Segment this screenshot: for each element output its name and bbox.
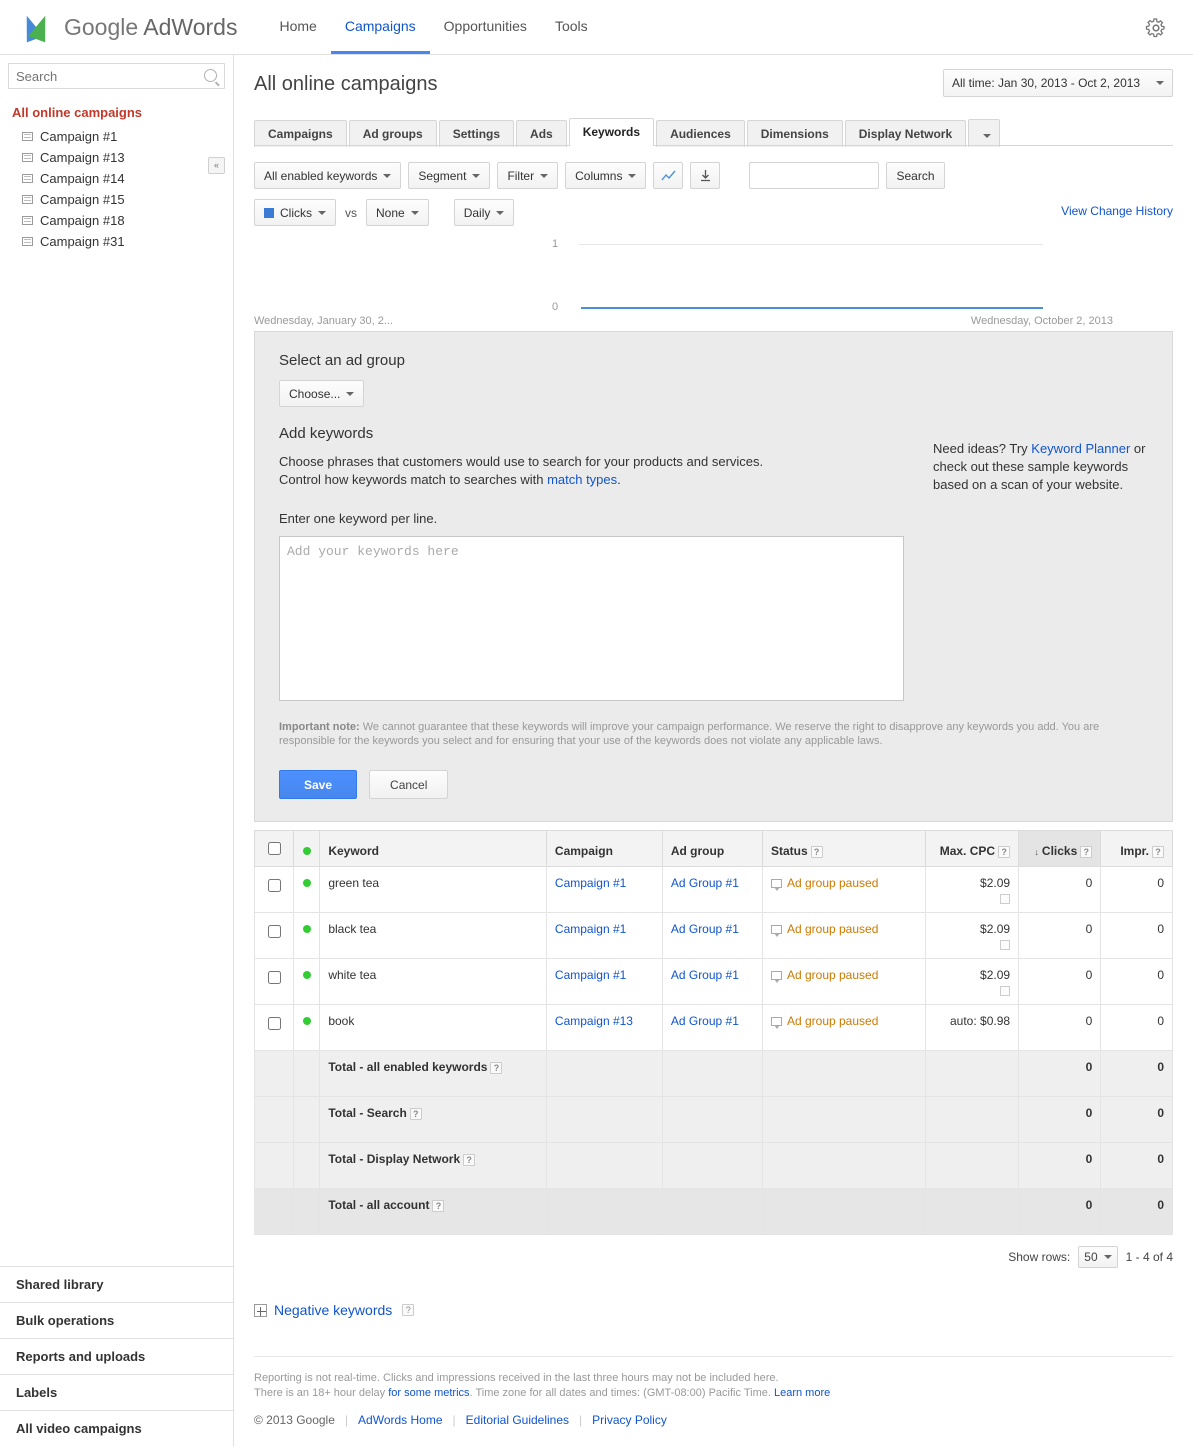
- sidebar-spacer: [0, 252, 233, 1266]
- view-change-history-link[interactable]: View Change History: [1061, 204, 1173, 218]
- sidebar-item-bulk-operations[interactable]: Bulk operations: [0, 1303, 233, 1339]
- chevron-down-icon: [318, 211, 326, 215]
- pagination-bar: [254, 1246, 1173, 1268]
- negative-keywords-section[interactable]: [254, 1302, 1173, 1318]
- max-cpc-value-wrap: [934, 922, 1010, 936]
- top-bar: [0, 0, 1193, 55]
- important-note: [279, 720, 1107, 748]
- total-spacer-cell: [255, 1097, 294, 1143]
- total-label-cell: [320, 1051, 547, 1097]
- chevron-down-icon: [1156, 81, 1164, 85]
- tree-item-campaign-13[interactable]: [0, 147, 233, 168]
- ad-group-link[interactable]: Ad Group #1: [670, 876, 739, 890]
- chevron-down-icon: [496, 211, 504, 215]
- cancel-button[interactable]: Cancel: [369, 770, 448, 799]
- total-impressions: 0: [1101, 1143, 1173, 1189]
- segment-label: Segment: [418, 168, 467, 183]
- total-row: [255, 1097, 1173, 1143]
- keywords-toolbar: [254, 162, 1173, 189]
- choose-ad-group-button[interactable]: [279, 380, 364, 407]
- sidebar-item-all-video-campaigns[interactable]: All video campaigns: [16, 1421, 142, 1436]
- speech-bubble-icon: [771, 925, 782, 934]
- help-icon[interactable]: ?: [463, 1154, 475, 1166]
- table-header-row: [255, 831, 1173, 867]
- speech-bubble-icon: [771, 1017, 782, 1026]
- cell-clicks: 0: [1019, 959, 1101, 1005]
- keyword-ideas-note: [933, 440, 1148, 494]
- total-empty-cell: [546, 1189, 662, 1235]
- status-dot-icon: [303, 971, 311, 979]
- row-select-cell: [255, 1005, 294, 1051]
- column-status-label: Status: [770, 844, 808, 858]
- tree-item-label: Campaign #18: [40, 213, 125, 228]
- keyword-planner-link[interactable]: Keyword Planner: [1031, 441, 1131, 456]
- table-body: [255, 867, 1173, 1235]
- chart-metric-controls: [254, 199, 1173, 226]
- cell-campaign: [546, 913, 662, 959]
- search-input[interactable]: [8, 63, 225, 89]
- tree-item-label: Campaign #13: [40, 150, 125, 165]
- chevron-down-icon: [383, 174, 391, 178]
- search-button[interactable]: Search: [886, 162, 944, 189]
- panel-actions: [279, 770, 1148, 799]
- campaign-link[interactable]: Campaign #1: [554, 876, 627, 890]
- tab-keywords[interactable]: Keywords: [569, 118, 654, 146]
- chevron-down-icon: [411, 211, 419, 215]
- total-empty-cell: [546, 1051, 662, 1097]
- ad-group-link[interactable]: Ad Group #1: [670, 968, 739, 982]
- description-line-2-post: .: [617, 472, 621, 487]
- keyword-filter-label: All enabled keywords: [264, 168, 378, 183]
- column-ad-group[interactable]: Ad group: [662, 831, 762, 867]
- column-max-cpc-label: Max. CPC: [939, 844, 996, 858]
- page-body: [0, 55, 1193, 1446]
- tree-item-campaign-31[interactable]: [0, 231, 233, 252]
- total-spacer-cell: [255, 1189, 294, 1235]
- page-header: [254, 55, 1173, 96]
- tree-item-campaign-15[interactable]: [0, 189, 233, 210]
- sidebar-links: [0, 1266, 233, 1446]
- tab-ad-groups[interactable]: Ad groups: [349, 120, 437, 147]
- footer-links: [254, 1413, 1173, 1427]
- footer-link-privacy-policy[interactable]: Privacy Policy: [592, 1413, 667, 1427]
- expand-icon[interactable]: [254, 1304, 267, 1317]
- columns-label: Columns: [575, 168, 623, 183]
- total-label-cell: [320, 1189, 547, 1235]
- ad-group-link[interactable]: Ad Group #1: [670, 1014, 739, 1028]
- date-range-label: All time: Jan 30, 2013 - Oct 2, 2013: [952, 76, 1141, 90]
- divider: |: [452, 1413, 456, 1427]
- cell-keyword: white tea: [320, 959, 547, 1005]
- vs-label: vs: [345, 205, 357, 220]
- total-row: [255, 1051, 1173, 1097]
- line-chart-icon[interactable]: [653, 162, 683, 189]
- column-clicks-label: Clicks: [1041, 844, 1078, 858]
- campaign-icon: [22, 174, 33, 183]
- cell-keyword: green tea: [320, 867, 547, 913]
- cell-ad-group: [662, 1005, 762, 1051]
- help-icon[interactable]: ?: [402, 1304, 414, 1316]
- total-empty-cell: [762, 1189, 925, 1235]
- total-impressions: 0: [1101, 1097, 1173, 1143]
- tab-audiences[interactable]: Audiences: [656, 120, 745, 147]
- granularity-dropdown[interactable]: [454, 199, 515, 226]
- select-all-header: [255, 831, 294, 867]
- row-status-dot-cell: [293, 959, 319, 1005]
- divider: |: [344, 1413, 349, 1427]
- tree-item-label: Campaign #31: [40, 234, 125, 249]
- primary-metric-label: Clicks: [280, 205, 312, 220]
- max-cpc-value-wrap: [934, 876, 1010, 890]
- column-clicks[interactable]: [1019, 831, 1101, 867]
- chart-ytick-1: 1: [552, 238, 559, 250]
- tree-item-label: Campaign #1: [40, 129, 118, 144]
- chevron-down-icon: [628, 174, 636, 178]
- total-empty-cell: [762, 1051, 925, 1097]
- sidebar-search: [0, 55, 233, 95]
- tree-item-campaign-1[interactable]: [0, 126, 233, 147]
- cell-max-cpc[interactable]: [926, 913, 1019, 959]
- enter-one-keyword-hint: Enter one keyword per line.: [279, 511, 438, 526]
- edit-icon[interactable]: [1000, 986, 1010, 996]
- total-empty-cell: [662, 1051, 762, 1097]
- grand-total-row: [255, 1189, 1173, 1235]
- campaign-link[interactable]: Campaign #13: [554, 1014, 633, 1028]
- table-row: [255, 959, 1173, 1005]
- total-spacer-cell: [255, 1143, 294, 1189]
- help-icon[interactable]: ?: [1080, 846, 1092, 858]
- show-rows-label: Show rows:: [1008, 1250, 1071, 1264]
- campaign-icon: [22, 237, 33, 246]
- max-cpc-value: auto: $0.98: [950, 1014, 1011, 1028]
- chart-series-clicks: [581, 307, 1043, 309]
- help-icon[interactable]: ?: [1152, 846, 1164, 858]
- date-range-selector[interactable]: [943, 69, 1173, 97]
- status-badge: Ad group paused: [786, 876, 879, 890]
- footer-note-line-2-pre: There is an 18+ hour delay: [254, 1387, 389, 1399]
- campaign-icon: [22, 153, 33, 162]
- total-empty-cell: [762, 1143, 925, 1189]
- campaign-icon: [22, 216, 33, 225]
- add-keywords-title: Add keywords: [279, 425, 374, 442]
- total-empty-cell: [926, 1143, 1019, 1189]
- total-spacer-cell: [255, 1051, 294, 1097]
- nav-item-campaigns[interactable]: Campaigns: [331, 0, 430, 54]
- row-checkbox[interactable]: [268, 879, 281, 892]
- tab-settings[interactable]: Settings: [439, 120, 514, 147]
- choose-ad-group-label: Choose...: [289, 386, 341, 401]
- total-empty-cell: [662, 1097, 762, 1143]
- important-note-text: We cannot guarantee that these keywords will improve your campaign performance. We reserve the right to disapprove any keywords you add. You are responsible for the keywords you select and for ensuring that your use of the keywords does not violate any applicable laws.: [279, 721, 1100, 747]
- footer-link-editorial-guidelines[interactable]: Editorial Guidelines: [465, 1413, 570, 1427]
- total-row: [255, 1143, 1173, 1189]
- download-icon[interactable]: [690, 162, 720, 189]
- column-status[interactable]: [762, 831, 925, 867]
- total-empty-cell: [662, 1143, 762, 1189]
- secondary-metric-label: None: [376, 205, 405, 220]
- max-cpc-value: $2.09: [980, 922, 1011, 936]
- select-ad-group-title: Select an ad group: [279, 352, 405, 369]
- tab-campaigns[interactable]: Campaigns: [254, 120, 347, 147]
- row-select-cell: [255, 959, 294, 1005]
- logo-text: [64, 14, 237, 41]
- cell-ad-group: [662, 867, 762, 913]
- metric-color-swatch: [264, 208, 274, 218]
- cell-status: [762, 867, 925, 913]
- some-metrics-link[interactable]: for some metrics: [388, 1387, 470, 1399]
- save-button[interactable]: Save: [279, 770, 357, 799]
- total-label: Total - all enabled keywords: [328, 1060, 488, 1074]
- chevron-down-icon: [472, 174, 480, 178]
- footer-link-adwords-home[interactable]: AdWords Home: [358, 1413, 443, 1427]
- row-checkbox[interactable]: [268, 1017, 281, 1030]
- row-status-dot-cell: [293, 867, 319, 913]
- search-icon: [204, 69, 217, 82]
- cell-campaign: [546, 959, 662, 1005]
- tree-item-all-online-campaigns[interactable]: All online campaigns: [12, 105, 143, 120]
- column-campaign[interactable]: Campaign: [546, 831, 662, 867]
- tree-item-campaign-18[interactable]: [0, 210, 233, 231]
- gear-icon[interactable]: [1145, 17, 1167, 39]
- important-note-label: Important note:: [279, 721, 360, 733]
- total-clicks: 0: [1019, 1189, 1101, 1235]
- cell-clicks: 0: [1019, 913, 1101, 959]
- total-label: Total - Display Network: [328, 1152, 461, 1166]
- total-spacer-cell: [293, 1097, 319, 1143]
- edit-icon[interactable]: [1000, 940, 1010, 950]
- chart-x-start-label: Wednesday, January 30, 2...: [254, 315, 394, 327]
- row-select-cell: [255, 867, 294, 913]
- table-head: [255, 831, 1173, 867]
- total-label-cell: [320, 1143, 547, 1189]
- filter-dropdown[interactable]: [497, 162, 558, 189]
- table-row: [255, 913, 1173, 959]
- max-cpc-value: $2.09: [980, 876, 1011, 890]
- keyword-filter-dropdown[interactable]: [254, 162, 401, 189]
- campaign-icon: [22, 132, 33, 141]
- cell-impressions: 0: [1101, 913, 1173, 959]
- learn-more-link[interactable]: Learn more: [773, 1387, 831, 1399]
- tab-underline: [254, 145, 1173, 146]
- cell-campaign: [546, 1005, 662, 1051]
- cell-max-cpc[interactable]: [926, 867, 1019, 913]
- campaign-link[interactable]: Campaign #1: [554, 968, 627, 982]
- total-empty-cell: [926, 1189, 1019, 1235]
- keywords-table: [254, 830, 1173, 1235]
- divider: |: [579, 1413, 583, 1427]
- total-empty-cell: [762, 1097, 925, 1143]
- ad-group-link[interactable]: Ad Group #1: [670, 922, 739, 936]
- tab-dimensions[interactable]: Dimensions: [747, 120, 843, 147]
- logo-google: Google: [64, 13, 139, 40]
- secondary-metric-dropdown[interactable]: [366, 199, 429, 226]
- sidebar: [0, 55, 234, 1446]
- help-icon[interactable]: ?: [490, 1062, 502, 1074]
- total-spacer-cell: [293, 1189, 319, 1235]
- logo-adwords: AdWords: [143, 13, 238, 40]
- total-empty-cell: [546, 1097, 662, 1143]
- cell-clicks: 0: [1019, 1005, 1101, 1051]
- sidebar-item-labels[interactable]: Labels: [0, 1375, 233, 1411]
- chevron-down-icon: [983, 134, 991, 138]
- logo[interactable]: [0, 12, 237, 42]
- global-nav: [265, 0, 601, 54]
- footer-note-line-2-post: . Time zone for all dates and times: (GMT-08:00) Pacific Time.: [469, 1387, 774, 1399]
- tab-bar: [254, 116, 1173, 146]
- main-content: [234, 55, 1193, 1446]
- tree-item-campaign-14[interactable]: [0, 168, 233, 189]
- chevron-down-icon: [540, 174, 548, 178]
- status-dot-icon: [303, 1017, 311, 1025]
- column-keyword[interactable]: Keyword: [320, 831, 547, 867]
- nav-item-opportunities[interactable]: Opportunities: [443, 17, 527, 34]
- keyword-ideas-post: or check out these sample keywords based on a scan of your website.: [933, 441, 1146, 492]
- rows-per-page-select[interactable]: [1078, 1246, 1117, 1268]
- nav-item-tools[interactable]: Tools: [554, 17, 588, 34]
- max-cpc-value-wrap: [934, 968, 1010, 982]
- row-checkbox[interactable]: [268, 971, 281, 984]
- cell-status: [762, 913, 925, 959]
- sidebar-item-reports-and-uploads[interactable]: Reports and uploads: [0, 1339, 233, 1375]
- total-empty-cell: [546, 1143, 662, 1189]
- sidebar-item-shared-library[interactable]: Shared library: [0, 1267, 233, 1303]
- cell-keyword: black tea: [320, 913, 547, 959]
- total-empty-cell: [926, 1097, 1019, 1143]
- total-clicks: 0: [1019, 1097, 1101, 1143]
- footer-note-line-1: Reporting is not real-time. Clicks and impressions received in the last three hours may not be included here.: [254, 1372, 779, 1384]
- status-dot-icon: [303, 925, 311, 933]
- description-line-1: Choose phrases that customers would use to search for your products and services.: [279, 454, 764, 469]
- column-impressions-label: Impr.: [1120, 844, 1149, 858]
- chevron-down-icon: [1104, 1255, 1112, 1259]
- total-impressions: 0: [1101, 1051, 1173, 1097]
- copyright: © 2013 Google: [254, 1413, 335, 1427]
- total-label: Total - all account: [328, 1198, 430, 1212]
- cell-impressions: 0: [1101, 867, 1173, 913]
- tab-overflow-button[interactable]: [968, 119, 1000, 147]
- row-status-dot-cell: [293, 913, 319, 959]
- tree-item-label: Campaign #14: [40, 171, 125, 186]
- collapse-sidebar-button[interactable]: «: [208, 157, 225, 174]
- campaign-link[interactable]: Campaign #1: [554, 922, 627, 936]
- keywords-textarea[interactable]: [279, 536, 904, 701]
- help-icon[interactable]: ?: [432, 1200, 444, 1212]
- rows-per-page-value: 50: [1084, 1250, 1098, 1264]
- total-clicks: 0: [1019, 1143, 1101, 1189]
- total-label-cell: [320, 1097, 547, 1143]
- tab-ads[interactable]: Ads: [516, 120, 567, 147]
- footer: [254, 1356, 1173, 1427]
- cell-clicks: 0: [1019, 867, 1101, 913]
- cell-ad-group: [662, 959, 762, 1005]
- help-icon[interactable]: ?: [410, 1108, 422, 1120]
- status-badge: Ad group paused: [786, 1014, 879, 1028]
- select-all-checkbox[interactable]: [268, 842, 281, 855]
- sort-descending-icon: ↓: [1034, 847, 1039, 857]
- cell-status: [762, 1005, 925, 1051]
- cell-max-cpc[interactable]: [926, 959, 1019, 1005]
- help-icon[interactable]: ?: [811, 846, 823, 858]
- campaign-tree: [0, 95, 233, 252]
- cell-keyword: book: [320, 1005, 547, 1051]
- table-row: [255, 1005, 1173, 1051]
- row-checkbox[interactable]: [268, 925, 281, 938]
- cell-campaign: [546, 867, 662, 913]
- speech-bubble-icon: [771, 879, 782, 888]
- keyword-ideas-pre: Need ideas? Try: [933, 441, 1032, 456]
- clicks-chart: [254, 240, 1173, 325]
- total-impressions: 0: [1101, 1189, 1173, 1235]
- granularity-label: Daily: [463, 205, 491, 220]
- total-spacer-cell: [293, 1051, 319, 1097]
- footer-note: [254, 1371, 1173, 1401]
- total-empty-cell: [662, 1189, 762, 1235]
- table-search-input[interactable]: [749, 162, 879, 189]
- status-dot-icon: [303, 879, 311, 887]
- segment-dropdown[interactable]: [408, 162, 490, 189]
- table-row: [255, 867, 1173, 913]
- cell-ad-group: [662, 913, 762, 959]
- description-line-2-pre: Control how keywords match to searches with: [279, 472, 548, 487]
- status-dot-icon: [303, 847, 311, 855]
- total-spacer-cell: [293, 1143, 319, 1189]
- total-label: Total - Search: [328, 1106, 407, 1120]
- status-badge: Ad group paused: [786, 922, 879, 936]
- cell-impressions: 0: [1101, 1005, 1173, 1051]
- tree-item-label: Campaign #15: [40, 192, 125, 207]
- cell-status: [762, 959, 925, 1005]
- total-empty-cell: [926, 1051, 1019, 1097]
- edit-icon[interactable]: [1000, 894, 1010, 904]
- filter-label: Filter: [507, 168, 535, 183]
- speech-bubble-icon: [771, 971, 782, 980]
- tab-display-network[interactable]: Display Network: [845, 120, 966, 147]
- primary-metric-dropdown[interactable]: [254, 199, 336, 226]
- cell-impressions: 0: [1101, 959, 1173, 1005]
- page-title: All online campaigns: [254, 73, 438, 95]
- cell-max-cpc[interactable]: [926, 1005, 1019, 1051]
- row-select-cell: [255, 913, 294, 959]
- row-status-dot-cell: [293, 1005, 319, 1051]
- chart-gridline-top: [579, 244, 1043, 245]
- help-icon[interactable]: ?: [998, 846, 1010, 858]
- pagination-range: 1 - 4 of 4: [1125, 1250, 1173, 1264]
- nav-item-home[interactable]: Home: [279, 17, 317, 34]
- status-dot-header: [293, 831, 319, 867]
- column-max-cpc[interactable]: [926, 831, 1019, 867]
- max-cpc-value: $2.09: [980, 968, 1011, 982]
- campaign-icon: [22, 195, 33, 204]
- total-clicks: 0: [1019, 1051, 1101, 1097]
- adwords-logo-icon: [22, 12, 56, 42]
- status-badge: Ad group paused: [786, 968, 879, 982]
- negative-keywords-link[interactable]: Negative keywords: [274, 1302, 393, 1318]
- match-types-link[interactable]: match types: [547, 472, 618, 487]
- add-keywords-panel: [254, 331, 1173, 822]
- chart-ytick-0: 0: [552, 301, 559, 313]
- chevron-down-icon: [346, 392, 354, 396]
- chart-x-end-label: Wednesday, October 2, 2013: [970, 315, 1113, 327]
- columns-dropdown[interactable]: [565, 162, 646, 189]
- column-impressions[interactable]: [1101, 831, 1173, 867]
